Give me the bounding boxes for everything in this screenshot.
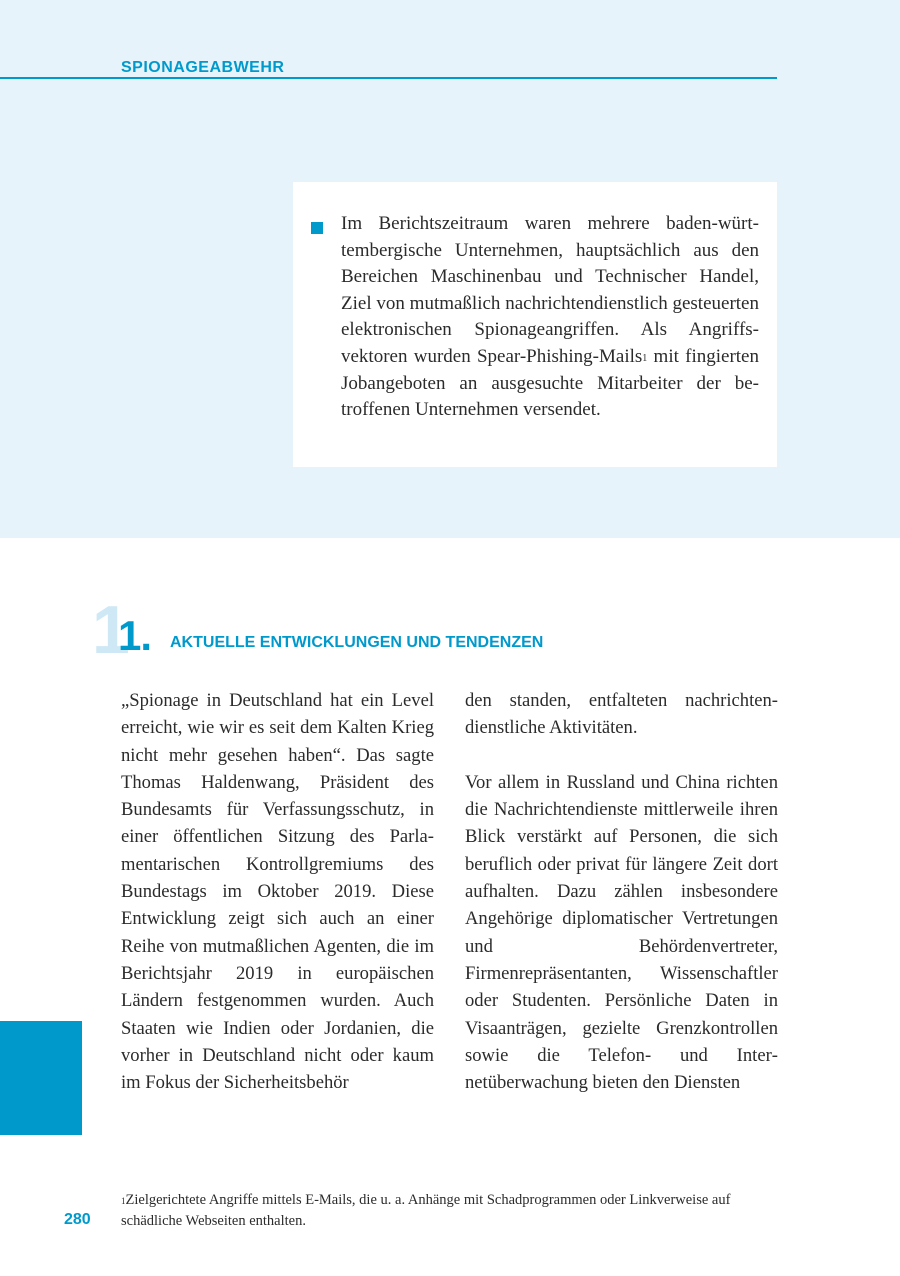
footnote-text: Zielgerichtete Angriffe mittels E-Mails, die u. a. Anhänge mit Schadprogrammen oder Linkverweise auf schädliche Webseiten enthalten. [121,1192,731,1229]
square-bullet-icon [311,222,323,234]
margin-color-bar [0,1021,82,1135]
highlight-box-text [341,211,759,424]
footnote [121,1190,781,1232]
section-number-shadow: 1 [92,592,126,668]
highlight-text-part-1: Im Berichtszeitraum waren mehrere baden-württembergische Unternehmen, hauptsächlich aus den Bereichen Maschinenbau und Technischer Handel, Ziel von mutmaßlich nachrichtendienstlich gesteuerten elektronischen Spionageangriffen. Als Angriffsvektoren wurden Spear-Phishing-Mails [341,213,759,367]
highlight-text-part-2: mit fingierten Jobangeboten an ausgesuchte Mitarbeiter der betroffenen Unternehmen versendet. [341,345,759,421]
running-header: SPIONAGEABWEHR [121,59,285,76]
body-paragraph: Vor allem in Russland und China richten die Nachrichtendienste mittlerweile ihren Blick verstärkt auf Personen, die sich beruflich oder privat für längere Zeit dort aufhalten. Dazu zählen insbesondere Angehörige diplomatischer Vertretungen und Behördenvertreter, Firmenrepräsentanten, Wissenschaftler oder Studenten. Persönliche Daten in Visaanträgen, gezielte Grenzkontrollen sowie die Telefon- und Internetüberwachung bieten den Diensten [465,771,778,1094]
footnote-mark: 1 [121,1196,126,1206]
right-column [465,687,778,1096]
footnote-reference[interactable]: 1 [642,352,648,364]
left-column [121,687,434,1096]
page-number: 280 [64,1211,91,1228]
body-paragraph: den standen, entfalteten nachrichtendienstliche Aktivitäten. [465,690,778,739]
body-paragraph: „Spionage in Deutschland hat ein Level erreicht, wie wir es seit dem Kalten Krieg nicht mehr gesehen haben“. Das sagte Thomas Haldenwang, Präsident des Bundesamts für Verfassungsschutz, in einer öffentlichen Sitzung des Parlamentarischen Kontrollgremiums des Bundestags im Oktober 2019. Diese Entwicklung zeigt sich auch an einer Reihe von mutmaßlichen Agenten, die im Berichtsjahr 2019 in europäischen Ländern festgenommen wurden. Auch Staaten wie Indien oder Jordanien, die vorher in Deutschland nicht oder kaum im Fokus der Sicherheitsbehör [121,690,434,1094]
header-rule [0,77,777,79]
section-number: 1. [118,612,152,659]
section-title: AKTUELLE ENTWICKLUNGEN UND TENDENZEN [170,634,544,651]
